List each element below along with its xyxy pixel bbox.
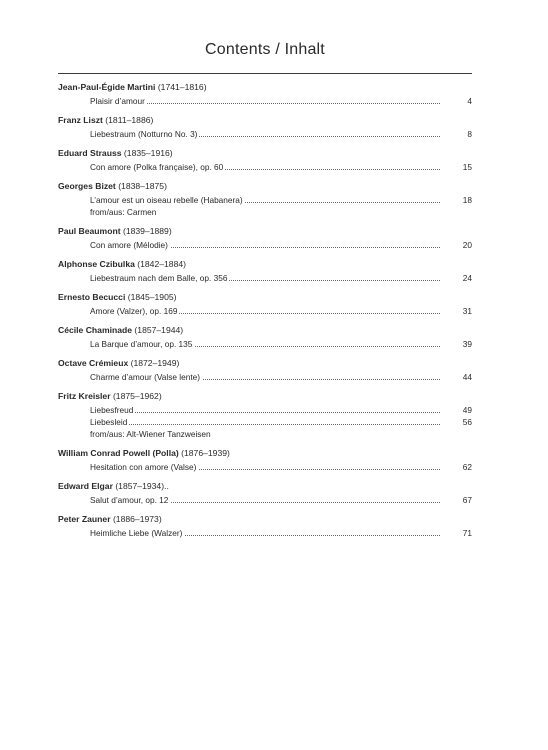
work-title: Plaisir d’amour bbox=[90, 96, 145, 106]
work-title: Liebestraum nach dem Balle, op. 356 bbox=[90, 273, 228, 283]
composer-dates: (1857–1944) bbox=[134, 325, 184, 335]
work-title: Liebestraum (Notturno No. 3) bbox=[90, 129, 198, 139]
composer-name: Paul Beaumont bbox=[58, 226, 121, 236]
composer-line bbox=[58, 356, 472, 371]
work-title: Amore (Valzer), op. 169 bbox=[90, 306, 178, 316]
toc-entry bbox=[58, 113, 472, 140]
composer-name: Cécile Chaminade bbox=[58, 325, 133, 335]
composer-name: Edward Elgar bbox=[58, 481, 113, 491]
toc-entry bbox=[58, 257, 472, 284]
page-number: 67 bbox=[462, 495, 472, 505]
composer-dates: (1886–1973) bbox=[112, 514, 162, 524]
composer-line bbox=[58, 257, 472, 272]
composer-dates: (1875–1962) bbox=[112, 391, 162, 401]
work-title: Con amore (Mélodie) bbox=[90, 240, 168, 250]
page-number: 8 bbox=[467, 129, 472, 139]
page-number: 24 bbox=[462, 273, 472, 283]
work-title: Hesitation con amore (Valse) bbox=[90, 462, 197, 472]
toc-entry bbox=[58, 290, 472, 317]
work-line bbox=[58, 95, 472, 107]
work-line bbox=[58, 305, 472, 317]
table-of-contents bbox=[58, 80, 472, 545]
page-number: 56 bbox=[462, 417, 472, 427]
work-line bbox=[58, 128, 472, 140]
composer-name: Peter Zauner bbox=[58, 514, 111, 524]
composer-line bbox=[58, 146, 472, 161]
composer-line bbox=[58, 389, 472, 404]
work-line bbox=[58, 527, 472, 539]
work-line bbox=[58, 272, 472, 284]
composer-dates: (1835–1916) bbox=[123, 148, 173, 158]
page-number: 49 bbox=[462, 405, 472, 415]
composer-dates: (1876–1939) bbox=[181, 448, 230, 458]
composer-name: Franz Liszt bbox=[58, 115, 103, 125]
composer-line bbox=[58, 113, 472, 128]
dot-leader bbox=[90, 424, 440, 425]
composer-dates: (1842–1884) bbox=[137, 259, 187, 269]
page-number: 44 bbox=[462, 372, 472, 382]
composer-line bbox=[58, 479, 472, 494]
composer-name: Eduard Strauss bbox=[58, 148, 122, 158]
toc-entry bbox=[58, 146, 472, 173]
composer-line bbox=[58, 446, 472, 461]
composer-dates: (1857–1934).. bbox=[115, 481, 169, 491]
page-number: 62 bbox=[462, 462, 472, 472]
page-number: 71 bbox=[462, 528, 472, 538]
toc-entry bbox=[58, 356, 472, 383]
title-rule bbox=[58, 73, 472, 74]
work-title: Charme d’amour (Valse lente) bbox=[90, 372, 201, 382]
composer-dates: (1811–1886) bbox=[105, 115, 154, 125]
work-title: L’amour est un oiseau rebelle (Habanera) bbox=[90, 195, 243, 205]
dot-leader bbox=[90, 412, 440, 413]
composer-dates: (1845–1905) bbox=[127, 292, 177, 302]
composer-line bbox=[58, 512, 472, 527]
work-title: Salut d’amour, op. 12 bbox=[90, 495, 169, 505]
toc-entry bbox=[58, 389, 472, 440]
work-title: La Barque d’amour, op. 135 bbox=[90, 339, 193, 349]
composer-line bbox=[58, 290, 472, 305]
toc-entry bbox=[58, 80, 472, 107]
toc-entry bbox=[58, 512, 472, 539]
composer-name: Octave Crémieux bbox=[58, 358, 129, 368]
work-title: Liebesleid bbox=[90, 417, 128, 427]
work-line bbox=[58, 404, 472, 416]
work-title: Heimliche Liebe (Walzer) bbox=[90, 528, 183, 538]
page-title: Contents / Inhalt bbox=[205, 41, 325, 58]
toc-entry bbox=[58, 179, 472, 218]
page-number: 4 bbox=[467, 96, 472, 106]
composer-line bbox=[58, 224, 472, 239]
work-title: Con amore (Polka française), op. 60 bbox=[90, 162, 224, 172]
page-number: 20 bbox=[462, 240, 472, 250]
work-line bbox=[58, 494, 472, 506]
toc-entry bbox=[58, 446, 472, 473]
composer-dates: (1872–1949) bbox=[130, 358, 180, 368]
composer-name: William Conrad Powell (Polla) bbox=[58, 448, 179, 458]
composer-name: Ernesto Becucci bbox=[58, 292, 126, 302]
work-title: Liebesfreud bbox=[90, 405, 134, 415]
toc-entry bbox=[58, 323, 472, 350]
composer-line bbox=[58, 323, 472, 338]
source-note: from/aus: Carmen bbox=[90, 207, 157, 217]
toc-entry bbox=[58, 479, 472, 506]
composer-dates: (1741–1816) bbox=[157, 82, 207, 92]
source-note: from/aus: Alt-Wiener Tanzweisen bbox=[90, 429, 211, 439]
page-number: 31 bbox=[462, 306, 472, 316]
page-number: 15 bbox=[462, 162, 472, 172]
page-number: 39 bbox=[462, 339, 472, 349]
work-line bbox=[58, 194, 472, 206]
work-line bbox=[58, 239, 472, 251]
page-number: 18 bbox=[462, 195, 472, 205]
composer-line bbox=[58, 179, 472, 194]
composer-dates: (1838–1875) bbox=[118, 181, 167, 191]
toc-entry bbox=[58, 224, 472, 251]
composer-name: Alphonse Czibulka bbox=[58, 259, 135, 269]
composer-dates: (1839–1889) bbox=[122, 226, 172, 236]
work-line bbox=[58, 371, 472, 383]
work-line bbox=[58, 338, 472, 350]
composer-name: Fritz Kreisler bbox=[58, 391, 111, 401]
work-line bbox=[58, 161, 472, 173]
work-line bbox=[58, 416, 472, 428]
work-line bbox=[58, 461, 472, 473]
composer-name: Georges Bizet bbox=[58, 181, 116, 191]
composer-name: Jean-Paul-Égide Martini bbox=[58, 82, 156, 92]
composer-line bbox=[58, 80, 472, 95]
